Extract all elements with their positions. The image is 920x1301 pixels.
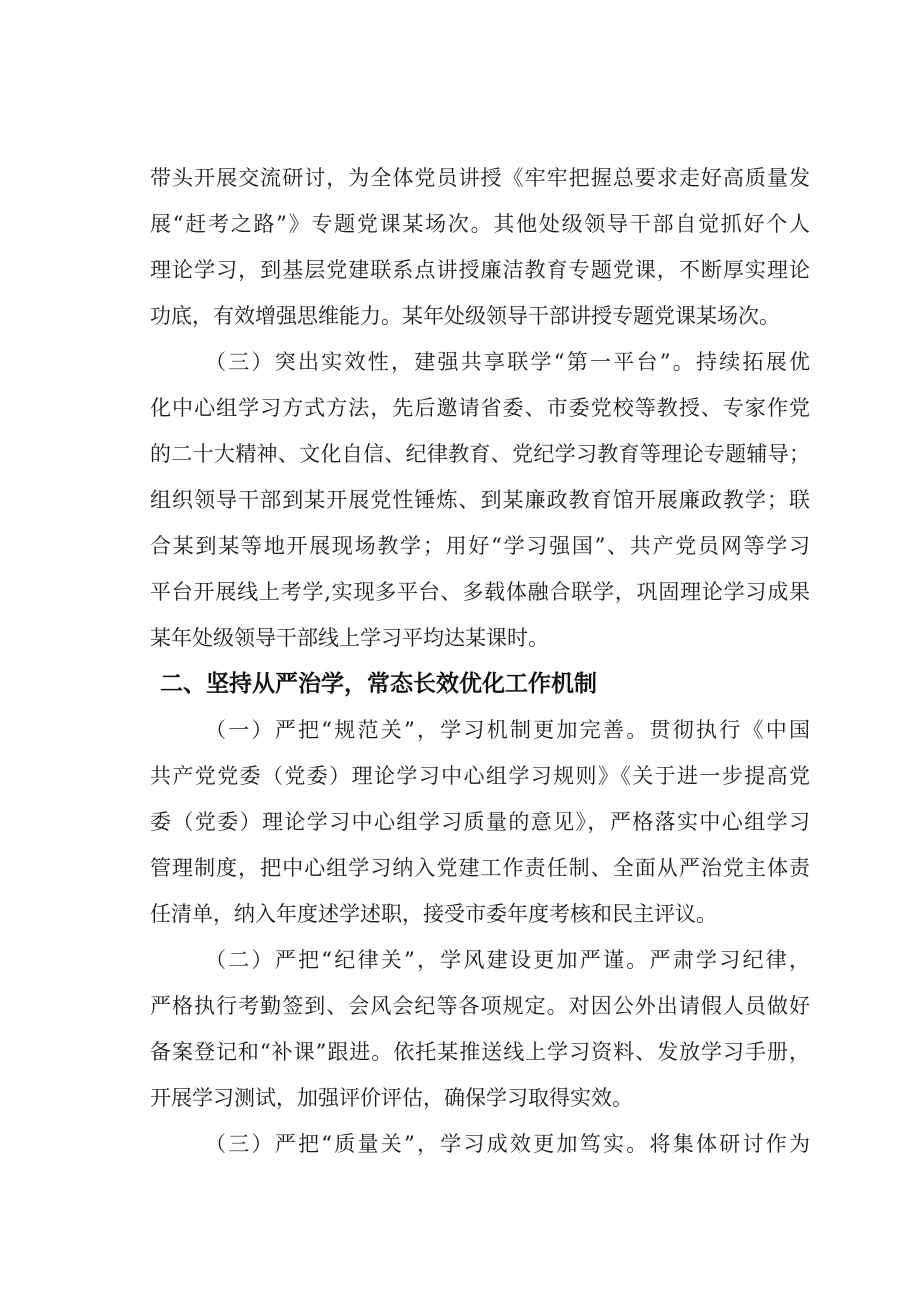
subheading-line: （二）严把“纪律关”，学风建设更加严谨。严肃学习纪律， <box>205 948 810 972</box>
paragraph-line: 备案登记和“补课”跟进。依托某推送线上学习资料、发放学习手册， <box>150 1040 810 1064</box>
subheading-line: （三）严把“质量关”，学习成效更加笃实。将集体研讨作为 <box>205 1132 810 1156</box>
paragraph-line: 委（党委）理论学习中心组学习质量的意见》，严格落实中心组学习 <box>150 810 810 834</box>
subheading-line: （三）突出实效性，建强共享联学“第一平台”。持续拓展优 <box>205 350 810 374</box>
paragraph-line: 的二十大精神、文化自信、纪律教育、党纪学习教育等理论专题辅导； <box>150 442 810 466</box>
paragraph-line: 带头开展交流研讨，为全体党员讲授《牢牢把握总要求走好高质量发 <box>150 166 810 190</box>
paragraph-line: 任清单，纳入年度述学述职，接受市委年度考核和民主评议。 <box>150 902 717 926</box>
paragraph-line: 展“赶考之路”》专题党课某场次。其他处级领导干部自觉抓好个人 <box>150 212 810 236</box>
paragraph-line: 组织领导干部到某开展党性锤炼、到某廉政教育馆开展廉政教学；联 <box>150 488 810 512</box>
paragraph-line: 开展学习测试，加强评价评估，确保学习取得实效。 <box>150 1086 633 1110</box>
paragraph-line: 管理制度，把中心组学习纳入党建工作责任制、全面从严治党主体责 <box>150 856 810 880</box>
subheading-line: （一）严把“规范关”，学习机制更加完善。贯彻执行《中国 <box>205 718 810 742</box>
paragraph-line: 严格执行考勤签到、会风会纪等各项规定。对因公外出请假人员做好 <box>150 994 810 1018</box>
paragraph-line: 功底，有效增强思维能力。某年处级领导干部讲授专题党课某场次。 <box>150 304 780 328</box>
paragraph-line: 化中心组学习方式方法，先后邀请省委、市委党校等教授、专家作党 <box>150 396 810 420</box>
paragraph-line: 某年处级领导干部线上学习平均达某课时。 <box>150 626 549 650</box>
paragraph-line: 合某到某等地开展现场教学；用好“学习强国”、共产党员网等学习 <box>150 534 810 558</box>
section-heading: 二、坚持从严治学，常态长效优化工作机制 <box>160 671 597 697</box>
paragraph-line: 平台开展线上考学,实现多平台、多载体融合联学，巩固理论学习成果 <box>150 580 810 604</box>
paragraph-line: 共产党党委（党委）理论学习中心组学习规则》《关于进一步提高党 <box>150 764 810 788</box>
paragraph-line: 理论学习，到基层党建联系点讲授廉洁教育专题党课，不断厚实理论 <box>150 258 810 282</box>
